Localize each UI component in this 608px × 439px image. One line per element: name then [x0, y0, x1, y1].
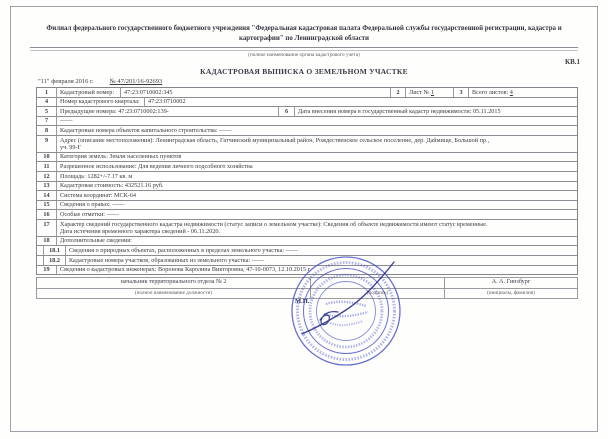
address-line1: Адрес (описание местоположения): Ленинградская область, Гатчинский муниципальный район, Рождественское сельское поселение, дер. Даймище, Большой пр., — [60, 136, 490, 144]
row-number: 15 — [37, 201, 57, 210]
total-sheets-label: Всего листов: — [472, 88, 510, 96]
table-row — [37, 117, 577, 127]
row-number: 18.2 — [44, 256, 66, 265]
form-code: КВ.1 — [565, 58, 580, 66]
cadastral-value: Кадастровая стоимость: 432521.16 руб. — [60, 182, 164, 190]
table-row — [37, 136, 577, 153]
cadastral-number-label: Кадастровый номер: — [57, 88, 121, 97]
table-row — [37, 98, 577, 108]
record-status-line1: Характер сведений государственного кадастра недвижимости (статус записи о земельном участке): Сведения об объекте недвижимости имеют статус временные. — [60, 220, 488, 228]
total-sheets — [469, 88, 577, 97]
row-number: 5 — [37, 107, 57, 116]
natural-objects-info: Сведения о природных объектах, расположенных в пределах земельного участка: —— — [69, 247, 298, 255]
record-status-line2: Дата истечения временного характера сведений - 06.11.2020. — [60, 228, 221, 236]
row-number: 8 — [37, 126, 57, 135]
coordinate-system: Система координат: МСК-64 — [60, 191, 137, 199]
table-row — [37, 210, 577, 220]
table-row — [37, 237, 577, 247]
header-rule — [30, 47, 578, 48]
address-description — [57, 136, 577, 152]
row-number: 10 — [37, 153, 57, 162]
table-row — [37, 153, 577, 163]
sheet-value: 1 — [430, 88, 435, 96]
table-row — [37, 266, 577, 275]
row-number: 12 — [37, 172, 57, 181]
quarter-number-label: Номер кадастрового квартала: — [57, 98, 145, 107]
rights-info: Сведения о правах: —— — [60, 201, 125, 209]
sheet-label: Лист № — [409, 88, 431, 96]
table-row — [37, 256, 577, 266]
indent-cell — [37, 246, 44, 255]
table-row — [37, 201, 577, 211]
table-row — [37, 162, 577, 172]
document-number: № 47/201/16-92693 — [109, 77, 163, 85]
table-row — [37, 182, 577, 192]
row-number: 14 — [37, 191, 57, 200]
signature-row-values — [37, 278, 577, 289]
table-row — [37, 191, 577, 201]
row-number: 16 — [37, 210, 57, 219]
document-title: КАДАСТРОВАЯ ВЫПИСКА О ЗЕМЕЛЬНОМ УЧАСТКЕ — [200, 67, 408, 76]
land-category: Категория земель: Земли населенных пунктов — [60, 153, 182, 161]
table-row — [37, 246, 577, 256]
special-notes: Особые отметки: —— — [60, 210, 119, 218]
table-row — [37, 126, 577, 136]
capital-construction-numbers: Кадастровые номера объектов капитального строительства: —— — [60, 126, 232, 134]
row-number: 7 — [37, 117, 57, 126]
position-caption: (полное наименование должности) — [37, 289, 311, 299]
cadastral-number-value: 47:23:0710002:345 — [121, 88, 391, 97]
indent-cell — [37, 256, 44, 265]
table-row — [37, 107, 577, 117]
issuing-org-name: Филиал федерального государственного бюджетного учреждения "Федеральная кадастровая палата Федеральной службы государственной регистрации, кадастра и картографии" по Ленинградской области — [46, 25, 562, 42]
total-sheets-value: 4 — [509, 88, 513, 96]
issue-date: "11" февраля 2016 г. — [38, 77, 94, 85]
additional-info-header: Дополнительные сведения: — [60, 237, 132, 245]
row-number: 17 — [37, 220, 57, 236]
previous-numbers: Предыдущие номера: 47:23:0710002:139- — [57, 107, 279, 116]
row-number: 4 — [37, 98, 57, 107]
row-number: 18.1 — [44, 246, 66, 255]
date-and-number-row — [38, 78, 162, 85]
area-value: Площадь: 1282+/-7.17 кв. м — [60, 172, 133, 180]
official-name: А. А. Гинзбург — [491, 279, 531, 286]
sign-caption: (подпись) — [311, 289, 445, 299]
row-number: 18 — [37, 237, 57, 246]
table-row — [37, 88, 577, 98]
cadastral-engineer-info: Сведения о кадастровых инженерах: Воронова Каролина Викторовна, 47-10-0073, 12.10.2015 г. — [60, 266, 311, 274]
signature-area — [311, 278, 445, 288]
signature-row-captions — [37, 289, 577, 299]
sheet-number — [406, 88, 454, 97]
org-name-caption: (полное наименование органа кадастрового учета) — [248, 51, 360, 58]
signature-block — [36, 277, 578, 299]
row-number: 1 — [37, 88, 57, 97]
name-caption: (инициалы, фамилия) — [487, 289, 535, 296]
official-position: начальник территориального отдела № 2 — [37, 278, 311, 288]
row-number: 9 — [37, 136, 57, 152]
row-number: 19 — [37, 266, 57, 275]
permitted-use: Разрешенное использование: Для ведения личного подсобного хозяйства — [60, 163, 253, 171]
row7-value: —— — [60, 117, 73, 125]
table-row — [37, 172, 577, 182]
registry-entry-date: Дата внесения номера в государственный кадастр недвижимости: 05.11.2015 — [298, 107, 501, 115]
quarter-number-value: 47:23:0710002 — [148, 98, 186, 106]
row-number: 11 — [37, 162, 57, 171]
row-number: 2 — [391, 88, 406, 97]
header-rule-secondary — [30, 50, 578, 51]
row-number: 13 — [37, 182, 57, 191]
record-status — [57, 220, 577, 236]
cadastral-data-table — [36, 87, 578, 275]
derived-parcels-numbers: Кадастровые номера участков, образованных из земельного участка: —— — [69, 256, 265, 264]
row-number: 3 — [454, 88, 469, 97]
table-row — [37, 220, 577, 237]
row-number: 6 — [279, 107, 295, 116]
address-line2: уч. 99-Г — [60, 144, 82, 151]
stamp-place-mark: М.П. — [295, 298, 310, 305]
